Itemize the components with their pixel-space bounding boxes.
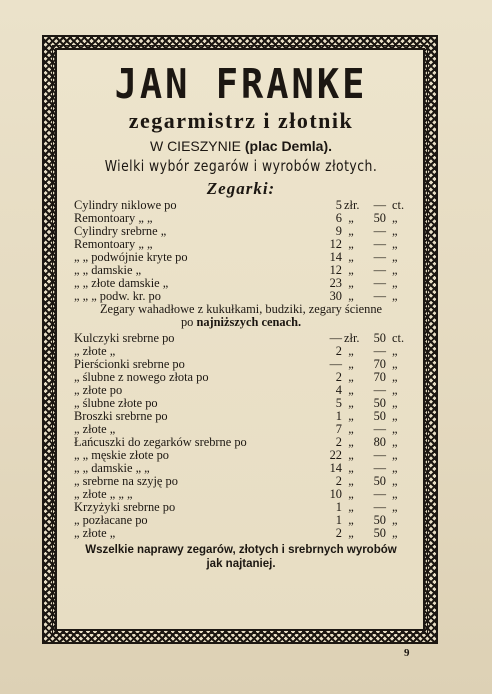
item-value-cents: 70: [373, 357, 386, 371]
item-value-main: 7: [335, 422, 342, 436]
item-label: „ „ „ podw. kr. po: [74, 289, 161, 303]
list-item: [74, 527, 408, 540]
item-value-main: 6: [335, 211, 342, 225]
watches-list: [74, 199, 408, 303]
item-value-cents: —: [373, 422, 386, 436]
item-label: „ złote „ „ „: [74, 487, 133, 501]
item-unit: ct.: [392, 198, 405, 212]
item-unit: „: [392, 422, 398, 436]
item-separator: „: [348, 396, 354, 410]
item-value-cents: —: [373, 448, 386, 462]
item-unit: „: [392, 370, 398, 384]
item-label: „ ślubne złote po: [74, 396, 158, 410]
item-value-main: —: [329, 331, 342, 345]
item-separator: „: [348, 211, 354, 225]
item-value-main: 9: [335, 224, 342, 238]
item-separator: „: [348, 474, 354, 488]
item-value-main: 10: [329, 487, 342, 501]
item-unit: „: [392, 487, 398, 501]
item-label: „ „ damskie „: [74, 263, 142, 277]
item-label: „ złote „: [74, 526, 116, 540]
item-separator: złr.: [344, 331, 360, 345]
item-value-main: 1: [335, 409, 342, 423]
item-value-cents: 50: [373, 526, 386, 540]
item-separator: „: [348, 526, 354, 540]
item-unit: „: [392, 461, 398, 475]
item-unit: „: [392, 357, 398, 371]
shop-name: JAN FRANKE: [114, 60, 368, 109]
list-item: [74, 290, 408, 303]
item-label: „ złote po: [74, 383, 123, 397]
footer-line2: jak najtaniej.: [206, 558, 276, 570]
item-value-main: 12: [329, 237, 342, 251]
item-unit: „: [392, 211, 398, 225]
page-number: 9: [404, 647, 410, 659]
item-value-main: 1: [335, 513, 342, 527]
item-separator: „: [348, 500, 354, 514]
item-unit: ct.: [392, 331, 405, 345]
item-value-cents: —: [373, 276, 386, 290]
item-value-cents: —: [373, 250, 386, 264]
item-value-main: 22: [329, 448, 342, 462]
location-city: W CIESZYNIE: [149, 138, 241, 154]
item-value-main: 2: [335, 370, 342, 384]
item-unit: „: [392, 344, 398, 358]
list-item: [74, 514, 408, 527]
item-separator: „: [348, 513, 354, 527]
item-value-cents: —: [373, 383, 386, 397]
selection-text: Wielki wybór zegarów i wyrobów złotych.: [104, 157, 378, 175]
item-label: „ srebrne na szyję po: [74, 474, 178, 488]
list-item: [74, 332, 408, 345]
item-label: „ ślubne z nowego złota po: [74, 370, 209, 384]
footer-note: [74, 543, 408, 571]
item-value-cents: —: [373, 487, 386, 501]
item-separator: „: [348, 289, 354, 303]
item-value-main: 2: [335, 344, 342, 358]
advertisement: [74, 56, 408, 571]
item-label: „ „ podwójnie kryte po: [74, 250, 188, 264]
watches-heading: Zegarki:: [206, 179, 276, 198]
item-value-main: 30: [329, 289, 342, 303]
item-unit: „: [392, 396, 398, 410]
item-label: Remontoary „ „: [74, 211, 153, 225]
item-value-main: —: [329, 357, 342, 371]
item-value-main: 14: [329, 461, 342, 475]
clocks-note-prefix: po: [180, 315, 194, 329]
clocks-note-line2: [74, 316, 408, 329]
location: [74, 136, 408, 156]
item-separator: „: [348, 422, 354, 436]
item-unit: „: [392, 526, 398, 540]
item-separator: „: [348, 276, 354, 290]
item-unit: „: [392, 289, 398, 303]
item-unit: „: [392, 500, 398, 514]
item-value-main: 4: [335, 383, 342, 397]
item-label: Cylindry niklowe po: [74, 198, 177, 212]
item-value-cents: 50: [373, 211, 386, 225]
list-item: [74, 410, 408, 423]
item-value-cents: 50: [373, 409, 386, 423]
item-unit: „: [392, 435, 398, 449]
item-separator: „: [348, 263, 354, 277]
item-unit: „: [392, 474, 398, 488]
item-unit: „: [392, 224, 398, 238]
item-separator: „: [348, 224, 354, 238]
item-value-cents: 80: [373, 435, 386, 449]
item-value-cents: —: [373, 289, 386, 303]
item-label: „ „ męskie złote po: [74, 448, 169, 462]
item-value-cents: —: [373, 237, 386, 251]
item-separator: „: [348, 370, 354, 384]
item-value-main: 2: [335, 435, 342, 449]
item-label: Łańcuszki do zegarków srebrne po: [74, 435, 247, 449]
list-item: [74, 371, 408, 384]
item-value-cents: —: [373, 198, 386, 212]
item-unit: „: [392, 383, 398, 397]
item-separator: „: [348, 383, 354, 397]
item-value-main: 14: [329, 250, 342, 264]
item-separator: złr.: [344, 198, 360, 212]
item-value-cents: 50: [373, 474, 386, 488]
item-separator: „: [348, 435, 354, 449]
item-value-main: 12: [329, 263, 342, 277]
item-label: „ „ złote damskie „: [74, 276, 169, 290]
item-value-cents: 50: [373, 513, 386, 527]
item-label: Kulczyki srebrne po: [74, 331, 175, 345]
trade-title: zegarmistrz i złotnik: [128, 108, 354, 133]
item-value-cents: —: [373, 461, 386, 475]
item-unit: „: [392, 448, 398, 462]
item-label: „ „ damskie „ „: [74, 461, 150, 475]
clocks-note-line1: Zegary wahadłowe z kukułkami, budziki, zegary ścienne: [99, 302, 383, 316]
item-label: Krzyżyki srebrne po: [74, 500, 176, 514]
item-value-cents: —: [373, 224, 386, 238]
item-label: Remontoary „ „: [74, 237, 153, 251]
location-detail: (plac Demla).: [244, 138, 333, 154]
item-value-cents: 50: [373, 396, 386, 410]
item-separator: „: [348, 237, 354, 251]
item-label: Broszki srebrne po: [74, 409, 168, 423]
footer-line1: Wszelkie naprawy zegarów, złotych i srebrnych wyrobów: [85, 544, 397, 556]
jewelry-list: [74, 332, 408, 540]
item-label: „ złote „: [74, 422, 116, 436]
item-value-main: 2: [335, 526, 342, 540]
item-separator: „: [348, 344, 354, 358]
item-value-cents: 50: [373, 331, 386, 345]
item-value-main: 2: [335, 474, 342, 488]
item-value-cents: 70: [373, 370, 386, 384]
item-unit: „: [392, 250, 398, 264]
item-unit: „: [392, 513, 398, 527]
item-label: Pierścionki srebrne po: [74, 357, 185, 371]
item-value-cents: —: [373, 500, 386, 514]
item-unit: „: [392, 237, 398, 251]
item-value-main: 1: [335, 500, 342, 514]
item-value-main: 5: [335, 198, 342, 212]
item-separator: „: [348, 357, 354, 371]
item-unit: „: [392, 276, 398, 290]
item-separator: „: [348, 487, 354, 501]
item-value-cents: —: [373, 263, 386, 277]
item-label: „ pozłacane po: [74, 513, 148, 527]
item-label: „ złote „: [74, 344, 116, 358]
clocks-note: [74, 303, 408, 329]
item-value-main: 5: [335, 396, 342, 410]
clocks-note-bold: najniższych cenach.: [196, 315, 302, 329]
item-separator: „: [348, 250, 354, 264]
item-value-cents: —: [373, 344, 386, 358]
item-unit: „: [392, 263, 398, 277]
item-separator: „: [348, 461, 354, 475]
item-unit: „: [392, 409, 398, 423]
item-value-main: 23: [329, 276, 342, 290]
item-separator: „: [348, 409, 354, 423]
item-label: Cylindry srebrne „: [74, 224, 167, 238]
item-separator: „: [348, 448, 354, 462]
